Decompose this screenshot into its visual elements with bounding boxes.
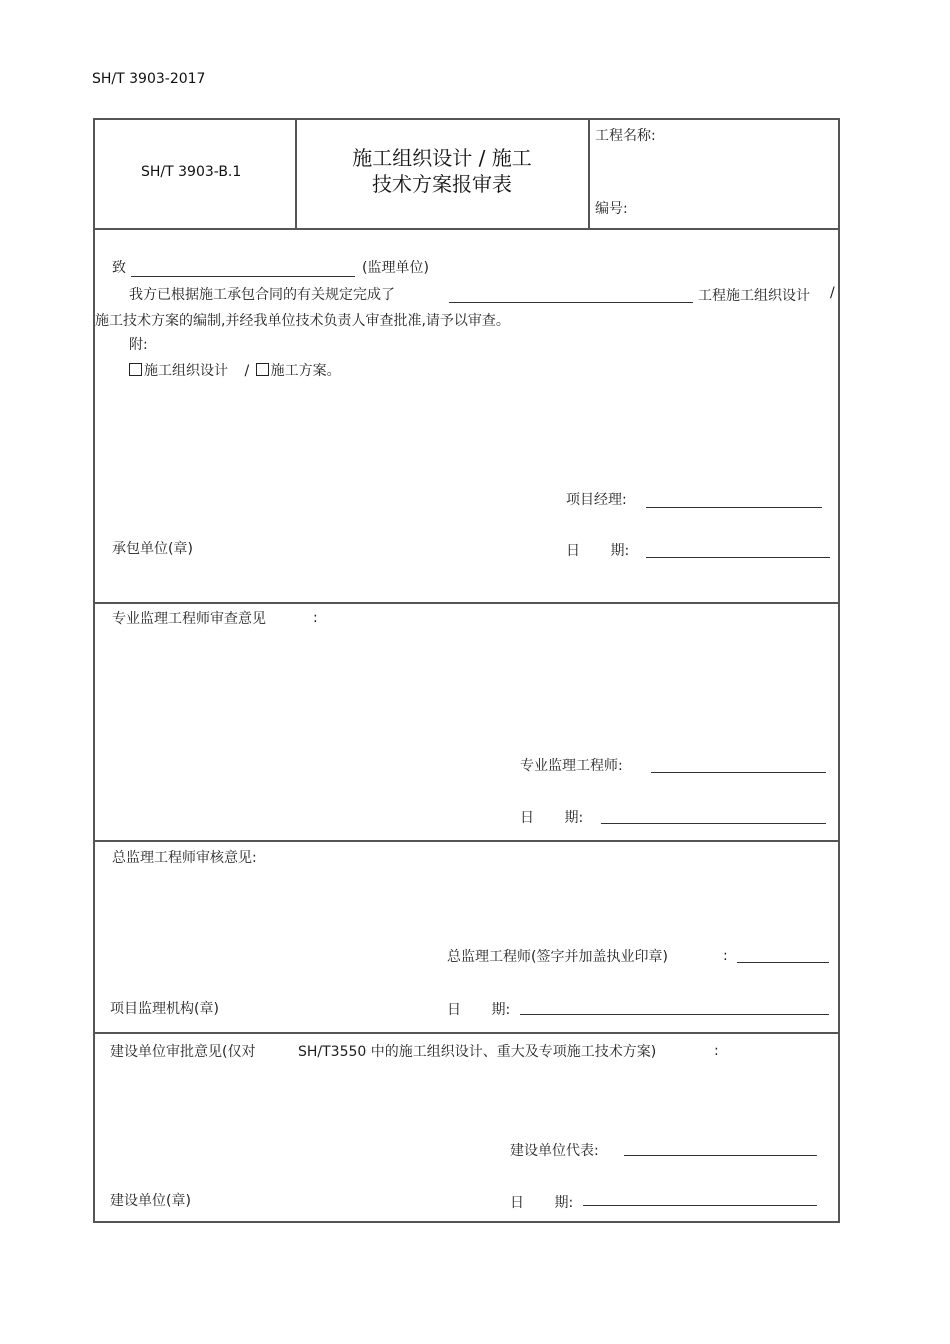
section3-date-label: 日 期:: [447, 1002, 511, 1018]
section3-divider: [93, 1032, 840, 1034]
specialist-engineer-label: 专业监理工程师:: [520, 758, 623, 774]
header-col-divider-2: [588, 118, 590, 229]
project-manager-field[interactable]: [646, 507, 822, 508]
attachment-label: 附:: [129, 337, 148, 353]
section2-date-label: 日 期:: [520, 810, 584, 826]
standard-code: SH/T 3903-2017: [92, 71, 206, 87]
chief-engineer-label: 总监理工程师(签字并加盖执业印章): [447, 949, 668, 965]
attachment-options: [129, 360, 341, 380]
section2-divider: [93, 840, 840, 842]
org-design-option: 施工组织设计: [144, 363, 228, 379]
form-code: SH/T 3903-B.1: [141, 164, 242, 180]
body-line1-slash: /: [830, 285, 835, 301]
supervision-org-label: 项目监理机构(章): [110, 1001, 219, 1017]
chief-engineer-field[interactable]: [737, 962, 829, 963]
form-title: [297, 145, 587, 197]
project-field[interactable]: [449, 302, 693, 303]
chief-engineer-colon: :: [723, 948, 728, 964]
project-name-label: 工程名称:: [595, 128, 656, 144]
section4-date-field[interactable]: [583, 1205, 817, 1206]
construction-plan-checkbox[interactable]: [256, 363, 269, 376]
section4-date-label: 日 期:: [510, 1195, 574, 1211]
body-line1-suffix: 工程施工组织设计: [698, 288, 810, 304]
form-title-line1: 施工组织设计 / 施工: [352, 146, 532, 170]
section1-date-label: 日 期:: [566, 543, 630, 559]
specialist-opinion-colon: :: [313, 610, 318, 626]
org-design-checkbox[interactable]: [129, 363, 142, 376]
owner-rep-label: 建设单位代表:: [510, 1143, 599, 1159]
specialist-engineer-field[interactable]: [651, 772, 826, 773]
number-label: 编号:: [595, 201, 628, 217]
body-line1-prefix: 我方已根据施工承包合同的有关规定完成了: [129, 287, 395, 303]
header-divider: [93, 228, 840, 230]
chief-opinion-label: 总监理工程师审核意见:: [112, 850, 257, 866]
form-title-line2: 技术方案报审表: [372, 172, 512, 196]
owner-opinion-colon: :: [714, 1043, 719, 1059]
supervision-unit-label: (监理单位): [362, 260, 429, 276]
owner-opinion-label-suffix: SH/T3550 中的施工组织设计、重大及专项施工技术方案): [298, 1044, 657, 1060]
option-separator: /: [244, 363, 250, 379]
section1-divider: [93, 602, 840, 604]
owner-unit-label: 建设单位(章): [110, 1193, 191, 1209]
section1-date-field[interactable]: [646, 557, 830, 558]
project-manager-label: 项目经理:: [566, 492, 627, 508]
section3-date-field[interactable]: [520, 1014, 829, 1015]
specialist-opinion-label: 专业监理工程师审查意见: [112, 611, 266, 627]
section2-date-field[interactable]: [601, 823, 826, 824]
body-line2: 施工技术方案的编制,并经我单位技术负责人审查批准,请予以审查。: [95, 313, 510, 329]
to-label: 致: [112, 260, 126, 276]
owner-opinion-label-prefix: 建设单位审批意见(仅对: [110, 1044, 256, 1060]
contractor-label: 承包单位(章): [112, 541, 193, 557]
owner-rep-field[interactable]: [624, 1155, 817, 1156]
construction-plan-option: 施工方案。: [270, 363, 341, 379]
supervision-unit-field[interactable]: [131, 276, 355, 277]
